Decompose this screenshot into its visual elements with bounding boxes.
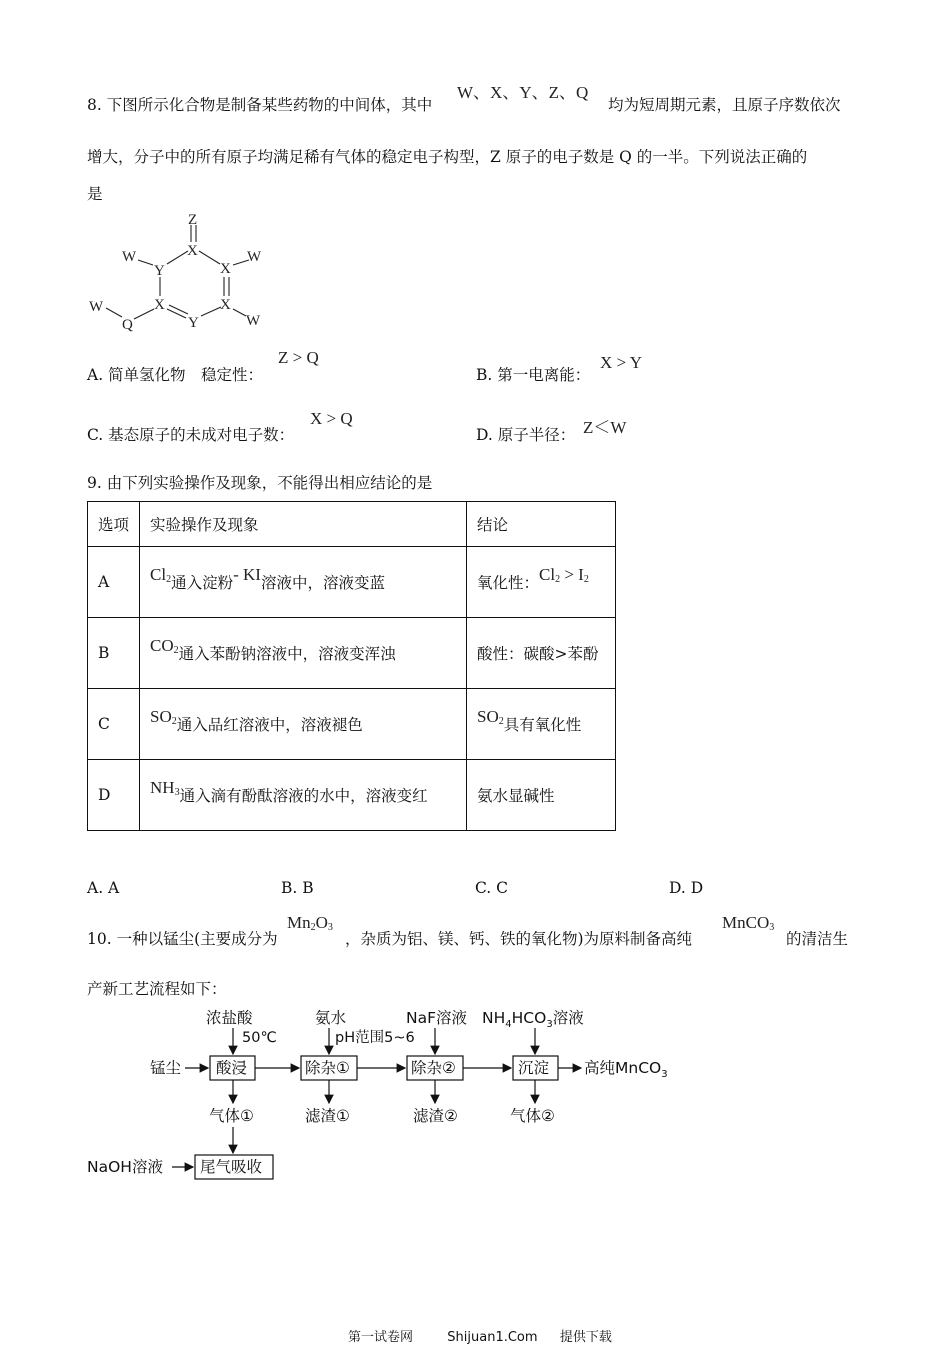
flow-reagent4: $NH_4HCO_3$溶液: [482, 1009, 584, 1030]
row-c-operation: $SO_2$通入品红溶液中，溶液褪色: [140, 689, 467, 760]
q8-option-a: A. 简单氢化物 稳定性：: [87, 366, 264, 384]
row-b-option: B: [88, 618, 140, 689]
atom-x-right-bottom: X: [220, 297, 231, 313]
q8-option-b-formula: X > Y: [600, 353, 643, 372]
q8-option-c: C. 基态原子的未成对电子数：: [87, 426, 295, 444]
atom-y-left-top: Y: [154, 263, 165, 279]
q8-structure-diagram: [80, 205, 280, 335]
flow-out1: 气体①: [209, 1107, 254, 1125]
atom-x-left-bottom: X: [154, 297, 165, 313]
q10-line1-pre: 10. 一种以锰尘(主要成分为: [87, 930, 278, 948]
atom-x-top: X: [187, 243, 198, 259]
chem-co2: CO: [150, 636, 174, 655]
chem-so2: SO: [150, 707, 172, 726]
q8-option-d-formula: Z＜W: [583, 418, 627, 437]
q10-chem-mn2o3: $Mn_2O_3$: [287, 913, 333, 933]
q8-line2: 增大，分子中的所有原子均满足稀有气体的稳定电子构型，Z 原子的电子数是 Q 的一半。下列说法正确的: [87, 148, 808, 166]
table-row: [88, 760, 616, 831]
row-d-option: D: [88, 760, 140, 831]
q8-line1-pre: 8. 下图所示化合物是制备某些药物的中间体，其中: [87, 96, 433, 114]
flow-box3: 除杂②: [411, 1059, 456, 1077]
row-a-operation: $Cl_2$通入淀粉- KI溶液中，溶液变蓝: [140, 547, 467, 618]
q9-answer-b: B. B: [281, 879, 314, 897]
header-option: 选项: [88, 502, 140, 547]
flow-naoh: NaOH溶液: [87, 1158, 163, 1176]
q10-flow-diagram: [85, 1000, 695, 1185]
footer: [348, 1326, 612, 1345]
atom-w-right-top: W: [247, 249, 262, 265]
q10-line2: 产新工艺流程如下：: [87, 980, 227, 998]
flow-temp: 50℃: [242, 1030, 277, 1046]
q10-chem-mnco3: MnCO$_3$: [722, 913, 775, 933]
q9-answer-a: A. A: [87, 879, 120, 897]
flow-reagent1: 浓盐酸: [206, 1009, 253, 1027]
q8-option-b: B. 第一电离能：: [476, 366, 591, 384]
atom-x-right-top: X: [220, 261, 231, 277]
header-operation: 实验操作及现象: [140, 502, 467, 547]
q9-table: [87, 501, 616, 831]
atom-z: Z: [188, 212, 198, 228]
table-row: [88, 547, 616, 618]
q8-option-c-formula: X > Q: [310, 409, 353, 428]
table-row: [88, 689, 616, 760]
flow-out3: 滤渣②: [413, 1107, 458, 1125]
q8-option-d: D. 原子半径：: [476, 426, 576, 444]
chem-cl2: Cl: [150, 565, 167, 584]
flow-box4: 沉淀: [518, 1059, 550, 1077]
q9-stem: 9. 由下列实验操作及现象，不能得出相应结论的是: [87, 474, 433, 492]
q8-line3: 是: [87, 185, 103, 203]
row-c-conclusion: $SO_2$具有氧化性: [467, 689, 616, 760]
q9-answer-c: C. C: [475, 879, 509, 897]
footer-site: 第一试卷网: [348, 1330, 414, 1345]
flow-ph: pH范围5~6: [335, 1030, 415, 1046]
header-conclusion: 结论: [467, 502, 616, 547]
q8-line1: [87, 93, 432, 115]
atom-w-right-bottom: W: [246, 313, 261, 329]
flow-box2: 除杂①: [305, 1059, 350, 1077]
q8-elements: W、X、Y、Z、Q: [457, 83, 589, 102]
flow-start: 锰尘: [150, 1059, 182, 1077]
row-c-option: C: [88, 689, 140, 760]
flow-out2: 滤渣①: [305, 1107, 350, 1125]
row-d-conclusion: 氨水显碱性: [467, 760, 616, 831]
row-a-conclusion: 氧化性：$Cl_2 > I_2$: [467, 547, 616, 618]
atom-y-bottom: Y: [188, 315, 199, 331]
table-header-row: [88, 502, 616, 547]
flow-box1: 酸浸: [216, 1059, 248, 1077]
flow-absorb: 尾气吸收: [200, 1158, 263, 1176]
q8-option-a-formula: Z > Q: [278, 348, 319, 367]
q10-line1-mid: ，杂质为铝、镁、钙、铁的氧化物)为原料制备高纯: [345, 930, 693, 948]
flow-reagent2: 氨水: [315, 1009, 347, 1027]
q10-line1-post: 的清洁生: [786, 930, 849, 948]
footer-tail: 提供下载: [559, 1330, 612, 1345]
flow-product: 高纯MnCO$_3$: [584, 1059, 668, 1080]
q9-answer-d: D. D: [669, 879, 704, 897]
flow-out4: 气体②: [510, 1107, 555, 1125]
chem-ki: - KI: [233, 565, 261, 584]
table-row: [88, 618, 616, 689]
row-a-option: A: [88, 547, 140, 618]
atom-w-q: W: [89, 299, 104, 315]
flow-reagent3: NaF溶液: [406, 1009, 468, 1027]
chem-nh3: NH: [150, 778, 175, 797]
row-d-operation: $NH_3$通入滴有酚酞溶液的水中，溶液变红: [140, 760, 467, 831]
row-b-operation: $CO_2$通入苯酚钠溶液中，溶液变浑浊: [140, 618, 467, 689]
q8-line1-post: 均为短周期元素，且原子序数依次: [608, 96, 841, 114]
row-b-conclusion: 酸性：碳酸>苯酚: [467, 618, 616, 689]
atom-w-left-top: W: [122, 249, 137, 265]
footer-url: Shijuan1.Com: [447, 1330, 538, 1345]
atom-q: Q: [122, 317, 133, 333]
